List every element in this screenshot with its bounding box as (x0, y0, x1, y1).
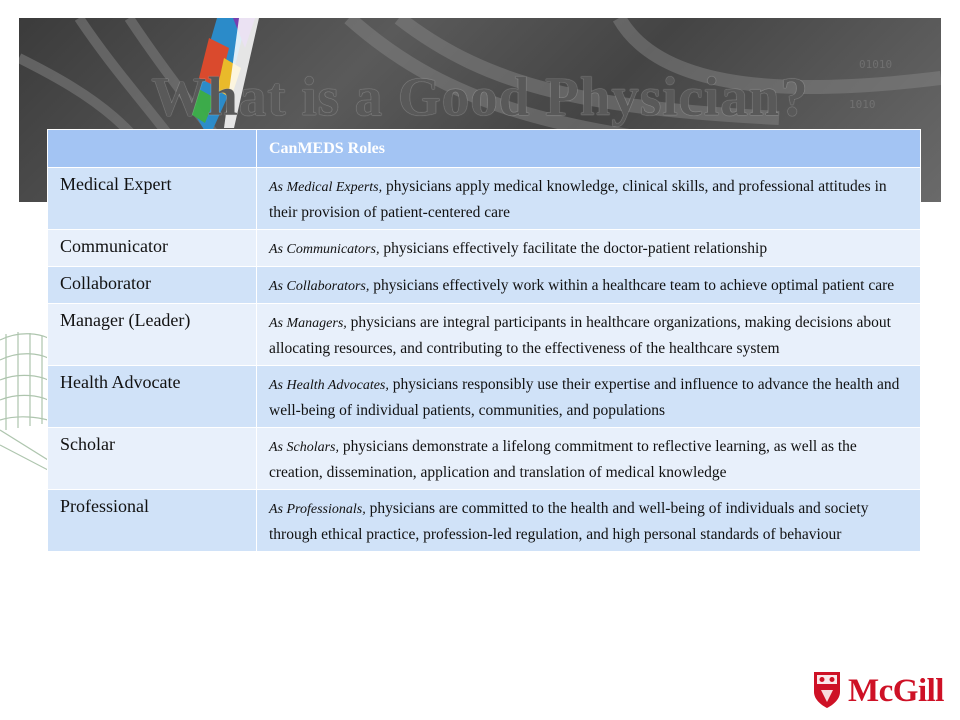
table-header-row (48, 130, 921, 168)
role-name: Communicator (48, 230, 257, 267)
role-name: Health Advocate (48, 366, 257, 428)
role-lead: As Scholars, (269, 440, 339, 455)
role-name: Manager (Leader) (48, 304, 257, 366)
role-description (257, 230, 921, 267)
role-text: physicians responsibly use their expertise and influence to advance the health and well-being of individual patients, communities, and populations (269, 376, 900, 419)
table-row (48, 366, 921, 428)
role-name: Professional (48, 490, 257, 552)
svg-text:01010: 01010 (859, 58, 893, 71)
header-cell-canmeds-roles: CanMEDS Roles (257, 130, 921, 168)
mcgill-wordmark: McGill (848, 673, 944, 709)
role-lead: As Medical Experts, (269, 180, 383, 195)
table-row (48, 304, 921, 366)
role-description (257, 428, 921, 490)
role-name: Medical Expert (48, 168, 257, 230)
role-text: physicians demonstrate a lifelong commitment to reflective learning, as well as the creation, dissemination, application and translation of medical knowledge (269, 438, 857, 481)
role-description (257, 490, 921, 552)
role-description (257, 168, 921, 230)
role-lead: As Managers, (269, 316, 347, 331)
role-lead: As Health Advocates, (269, 378, 389, 393)
role-description (257, 267, 921, 304)
table-row (48, 168, 921, 230)
role-description (257, 304, 921, 366)
role-text: physicians effectively work within a healthcare team to achieve optimal patient care (369, 277, 895, 294)
header-cell-empty (48, 130, 257, 168)
role-lead: As Communicators, (269, 242, 380, 257)
role-text: physicians effectively facilitate the doctor-patient relationship (379, 240, 768, 257)
table-row (48, 267, 921, 304)
role-text: physicians are committed to the health and well-being of individuals and society through ethical practice, profession-led regulation, and high personal standards of behaviour (269, 500, 869, 543)
role-description (257, 366, 921, 428)
canmeds-roles-table (47, 129, 921, 552)
role-text: physicians are integral participants in healthcare organizations, making decisions about allocating resources, and contributing to the effectiveness of the healthcare system (269, 314, 891, 357)
decorative-building-sketch (0, 320, 48, 480)
role-lead: As Professionals, (269, 502, 366, 517)
role-name: Scholar (48, 428, 257, 490)
svg-text:1010: 1010 (849, 98, 876, 111)
table-row (48, 428, 921, 490)
role-name: Collaborator (48, 267, 257, 304)
table-row (48, 490, 921, 552)
table-row (48, 230, 921, 267)
mcgill-crest-icon (812, 670, 842, 710)
slide-title: What is a Good Physician? (151, 66, 809, 127)
role-lead: As Collaborators, (269, 279, 370, 294)
role-text: physicians apply medical knowledge, clinical skills, and professional attitudes in their provision of patient-centered care (269, 178, 887, 221)
mcgill-logo (812, 670, 942, 712)
